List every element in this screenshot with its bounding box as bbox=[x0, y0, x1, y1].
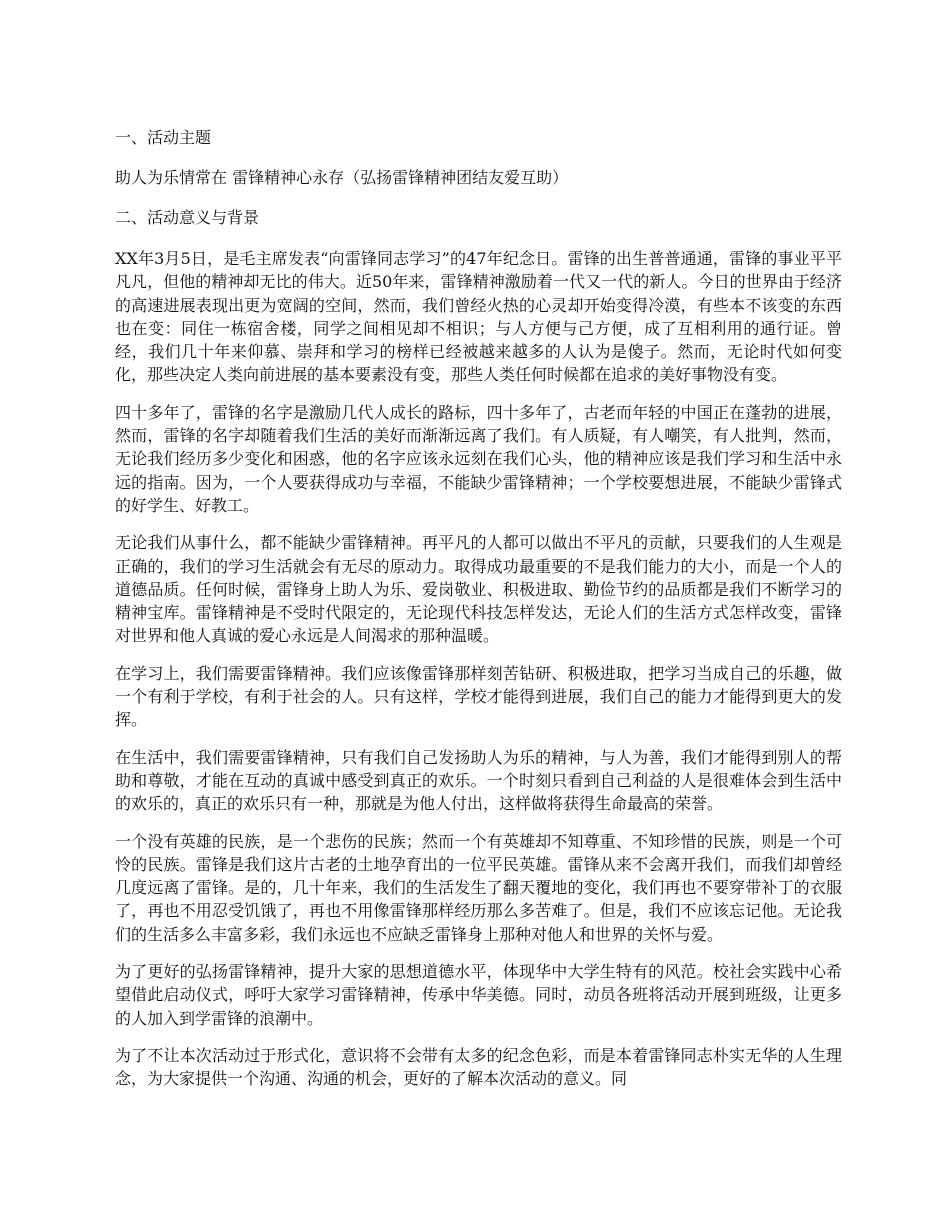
paragraph: 为了更好的弘扬雷锋精神，提升大家的思想道德水平，体现华中大学生特有的风范。校社会实践中心希望借此启动仪式，呼吁大家学习雷锋精神，传承中华美德。同时，动员各班将活动开展到班级，让更多的人加入到学雷锋的浪潮中。 bbox=[115, 962, 842, 1028]
section-title-significance-background: 二、活动意义与背景 bbox=[115, 208, 260, 227]
paragraph: 无论我们从事什么，都不能缺少雷锋精神。再平凡的人都可以做出不平凡的贡献，只要我们的人生观是正确的，我们的学习生活就会有无尽的原动力。取得成功最重要的不是我们能力的大小，而是一个人的道德品质。任何时候，雷锋身上助人为乐、爱岗敬业、积极进取、勤俭节约的品质都是我们不断学习的精神宝库。雷锋精神是不受时代限定的，无论现代科技怎样发达，无论人们的生活方式怎样改变，雷锋对世界和他人真诚的爱心永远是人间渴求的那种温暖。 bbox=[115, 533, 842, 646]
activity-theme-text: 助人为乐情常在 雷锋精神心永存（弘扬雷锋精神团结友爱互助） bbox=[115, 168, 569, 187]
paragraph: XX年3月5日，是毛主席发表“向雷锋同志学习”的47年纪念日。雷锋的出生普普通通，雷锋的事业平平凡凡，但他的精神却无比的伟大。近50年来，雷锋精神激励着一代又一代的新人。今日的世界由于经济的高速进展表现出更为宽阔的空间，然而，我们曾经火热的心灵却开始变得冷漠，有些本不该变的东西也在变：同住一栋宿舍楼，同学之间相见却不相识；与人方便与己方便，成了互相利用的通行证。曾经，我们几十年来仰慕、崇拜和学习的榜样已经被越来越多的人认为是傻子。然而，无论时代如何变化，那些决定人类向前进展的基本要素没有变，那些人类任何时候都在追求的美好事物没有变。 bbox=[115, 249, 842, 385]
paragraph: 在学习上，我们需要雷锋精神。我们应该像雷锋那样刻苦钻研、积极进取，把学习当成自己的乐趣，做一个有利于学校，有利于社会的人。只有这样，学校才能得到进展，我们自己的能力才能得到更大的发挥。 bbox=[115, 663, 842, 730]
paragraph: 四十多年了，雷锋的名字是激励几代人成长的路标，四十多年了，古老而年轻的中国正在蓬勃的进展，然而，雷锋的名字却随着我们生活的美好而渐渐远离了我们。有人质疑，有人嘲笑，有人批判，然而，无论我们经历多少变化和困惑，他的名字应该永远刻在我们心头，他的精神应该是我们学习和生活中永远的指南。因为，一个人要获得成功与幸福，不能缺少雷锋精神；一个学校要想进展，不能缺少雷锋式的好学生、好教工。 bbox=[115, 402, 842, 515]
paragraph: 一个没有英雄的民族，是一个悲伤的民族；然而一个有英雄却不知尊重、不知珍惜的民族，则是一个可怜的民族。雷锋是我们这片古老的土地孕育出的一位平民英雄。雷锋从来不会离开我们，而我们却曾经几度远离了雷锋。是的，几十年来，我们的生活发生了翻天覆地的变化，我们再也不要穿带补丁的衣服了，再也不用忍受饥饿了，再也不用像雷锋那样经历那么多苦难了。但是，我们不应该忘记他。无论我们的生活多么丰富多彩，我们永远也不应缺乏雷锋身上那种对他人和世界的关怀与爱。 bbox=[115, 831, 842, 944]
paragraph: 在生活中，我们需要雷锋精神，只有我们自己发扬助人为乐的精神，与人为善，我们才能得到别人的帮助和尊敬，才能在互动的真诚中感受到真正的欢乐。一个时刻只看到自己利益的人是很难体会到生活中的欢乐的，真正的欢乐只有一种，那就是为他人付出，这样做将获得生命最高的荣誉。 bbox=[115, 747, 842, 814]
document-body bbox=[115, 127, 842, 1105]
section-title-activity-theme: 一、活动主题 bbox=[115, 128, 212, 147]
paragraph: 为了不让本次活动过于形式化，意识将不会带有太多的纪念色彩，而是本着雷锋同志朴实无华的人生理念，为大家提供一个沟通、沟通的机会，更好的了解本次活动的意义。同 bbox=[115, 1045, 842, 1089]
